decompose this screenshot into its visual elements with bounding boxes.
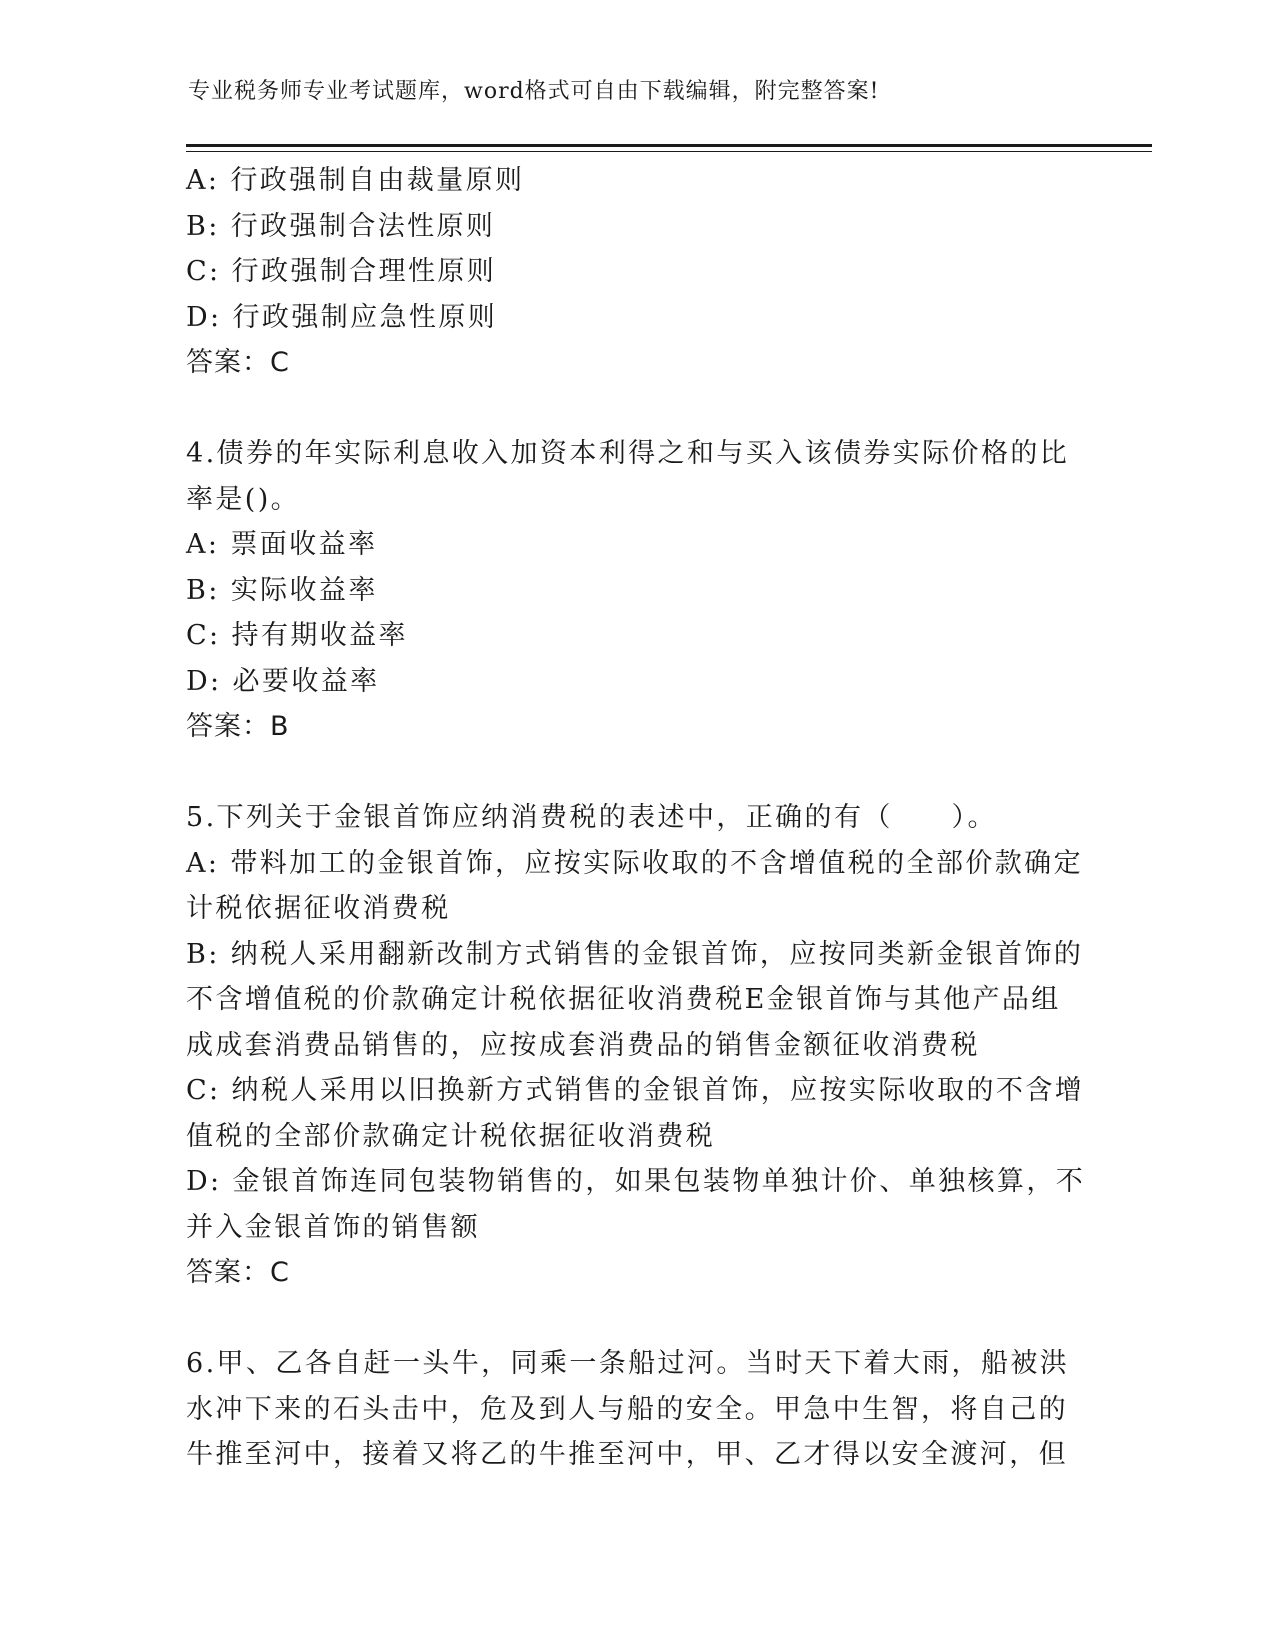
q5-option-b-line2: 不含增值税的价款确定计税依据征收消费税E金银首饰与其他产品组 [186,984,1061,1015]
q5-option-b-line1: B: 纳税人采用翻新改制方式销售的金银首饰，应按同类新金银首饰的 [186,938,1084,970]
spacer [186,750,1086,796]
q4-option-d: D: 必要收益率 [186,665,380,697]
q3-option-d: D: 行政强制应急性原则 [186,301,498,333]
q5-option-a-line1: A: 带料加工的金银首饰，应按实际收取的不含增值税的全部价款确定 [186,847,1083,879]
q4-stem-line2: 率是()。 [186,483,301,515]
q5-stem: 5.下列关于金银首饰应纳消费税的表述中，正确的有（ ）。 [186,802,997,833]
q6-stem-line1: 6.甲、乙各自赶一头牛，同乘一条船过河。当时天下着大雨，船被洪 [186,1348,1070,1379]
header-rule-thick [186,144,1152,147]
q3-option-c: C: 行政强制合理性原则 [186,256,497,287]
q4-option-b: B: 实际收益率 [186,574,378,606]
q3-answer: 答案：C [186,347,290,378]
q5-option-b-line3: 成成套消费品销售的，应按成套消费品的销售金额征收消费税 [186,1029,980,1061]
q5-option-a-line2: 计税依据征收消费税 [186,893,451,924]
q4-answer: 答案：B [186,711,290,742]
spacer [186,386,1086,432]
q5-option-d-line2: 并入金银首饰的销售额 [186,1211,480,1243]
q6-stem-line3: 牛推至河中，接着又将乙的牛推至河中，甲、乙才得以安全渡河，但 [186,1439,1068,1470]
header-rule-thin [186,151,1152,152]
q4-option-c: C: 持有期收益率 [186,620,408,651]
spacer [186,1296,1086,1342]
q5-answer: 答案：C [186,1257,290,1288]
q3-option-a: A: 行政强制自由裁量原则 [186,165,525,196]
q4-option-a: A: 票面收益率 [186,529,378,560]
q5-option-d-line1: D: 金银首饰连同包装物销售的，如果包装物单独计价、单独核算，不 [186,1166,1086,1197]
question-content [186,158,1086,1478]
q5-option-c-line2: 值税的全部价款确定计税依据征收消费税 [186,1120,716,1152]
q6-stem-line2: 水冲下来的石头击中，危及到人与船的安全。甲急中生智，将自己的 [186,1393,1068,1425]
q4-stem-line1: 4.债券的年实际利息收入加资本利得之和与买入该债券实际价格的比 [186,438,1070,469]
q5-option-c-line1: C: 纳税人采用以旧换新方式销售的金银首饰，应按实际收取的不含增 [186,1075,1085,1106]
page-header: 专业税务师专业考试题库，word格式可自由下载编辑，附完整答案! [188,79,880,104]
q3-option-b: B: 行政强制合法性原则 [186,210,496,242]
